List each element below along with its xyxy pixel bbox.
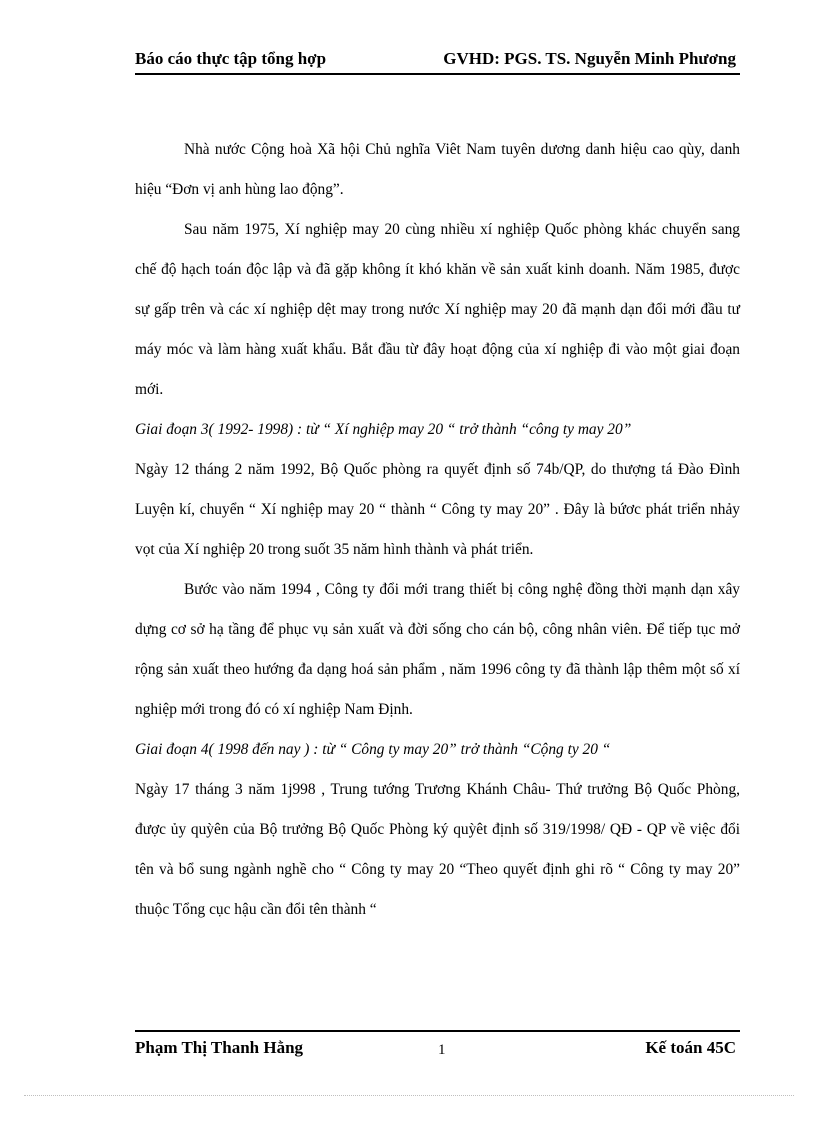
page-break-line [24,1095,794,1096]
header-report-title: Báo cáo thực tập tổng hợp [135,49,327,68]
page-header [135,49,740,75]
paragraph: Ngày 12 tháng 2 năm 1992, Bộ Quốc phòng ra quyết định số 74b/QP, do thượng tá Đào Đình Luyện kí, chuyển “ Xí nghiệp may 20 “ thành “ Công ty may 20” . Đây là bứơc phát triển nhảy vọt của Xí nghiệp 20 trong suốt 35 năm hình thành và phát triển. [135,461,740,558]
paragraph: Ngày 17 tháng 3 năm 1j998 , Trung tướng Trương Khánh Châu- Thứ trưởng Bộ Quốc Phòng, được ủy quỳên của Bộ trưởng Bộ Quốc Phòng ký quỳêt định số 319/1998/ QĐ - QP về việc đổi tên và bổ sung ngành nghề cho “ Công ty may 20 “Theo quyết định ghi rõ “ Công ty may 20” thuộc Tổng cục hậu cần đổi tên thành “ [135,781,740,918]
page-number: 1 [438,1042,446,1058]
section-heading: Giai đoạn 3( 1992- 1998) : từ “ Xí nghiệp may 20 “ trở thành “công ty may 20” [135,421,632,438]
footer-author: Phạm Thị Thanh Hằng [135,1038,304,1057]
footer-class: Kế toán 45C [645,1038,736,1057]
paragraph: Sau năm 1975, Xí nghiệp may 20 cùng nhiều xí nghiệp Quốc phòng khác chuyển sang chế độ hạch toán độc lập và đã gặp không ít khó khăn về sản xuất kinh doanh. Năm 1985, được sự gấp trên và các xí nghiệp dệt may trong nước Xí nghiệp may 20 đã mạnh dạn đổi mới đầu tư máy móc và làm hàng xuất khẩu. Bắt đầu từ đây hoạt động của xí nghiệp đi vào một giai đoạn mới. [135,221,740,398]
page-footer [135,1030,740,1062]
paragraph: Bước vào năm 1994 , Công ty đổi mới trang thiết bị công nghệ đồng thời mạnh dạn xây dựng cơ sở hạ tầng để phục vụ sản xuất và đời sống cho cán bộ, công nhân viên. Để tiếp tục mở rộng sản xuất theo hướng đa dạng hoá sản phẩm , năm 1996 công ty đã thành lập thêm một số xí nghiệp mới trong đó có xí nghiệp Nam Định. [135,581,740,718]
document-body [135,130,740,930]
section-heading: Giai đoạn 4( 1998 đến nay ) : từ “ Công ty may 20” trở thành “Cộng ty 20 “ [135,741,611,758]
paragraph: Nhà nước Cộng hoà Xã hội Chủ nghĩa Viêt Nam tuyên dương danh hiệu cao qùy, danh hiệu “Đơn vị anh hùng lao động”. [135,141,740,198]
header-supervisor: GVHD: PGS. TS. Nguyễn Minh Phương [443,49,736,68]
